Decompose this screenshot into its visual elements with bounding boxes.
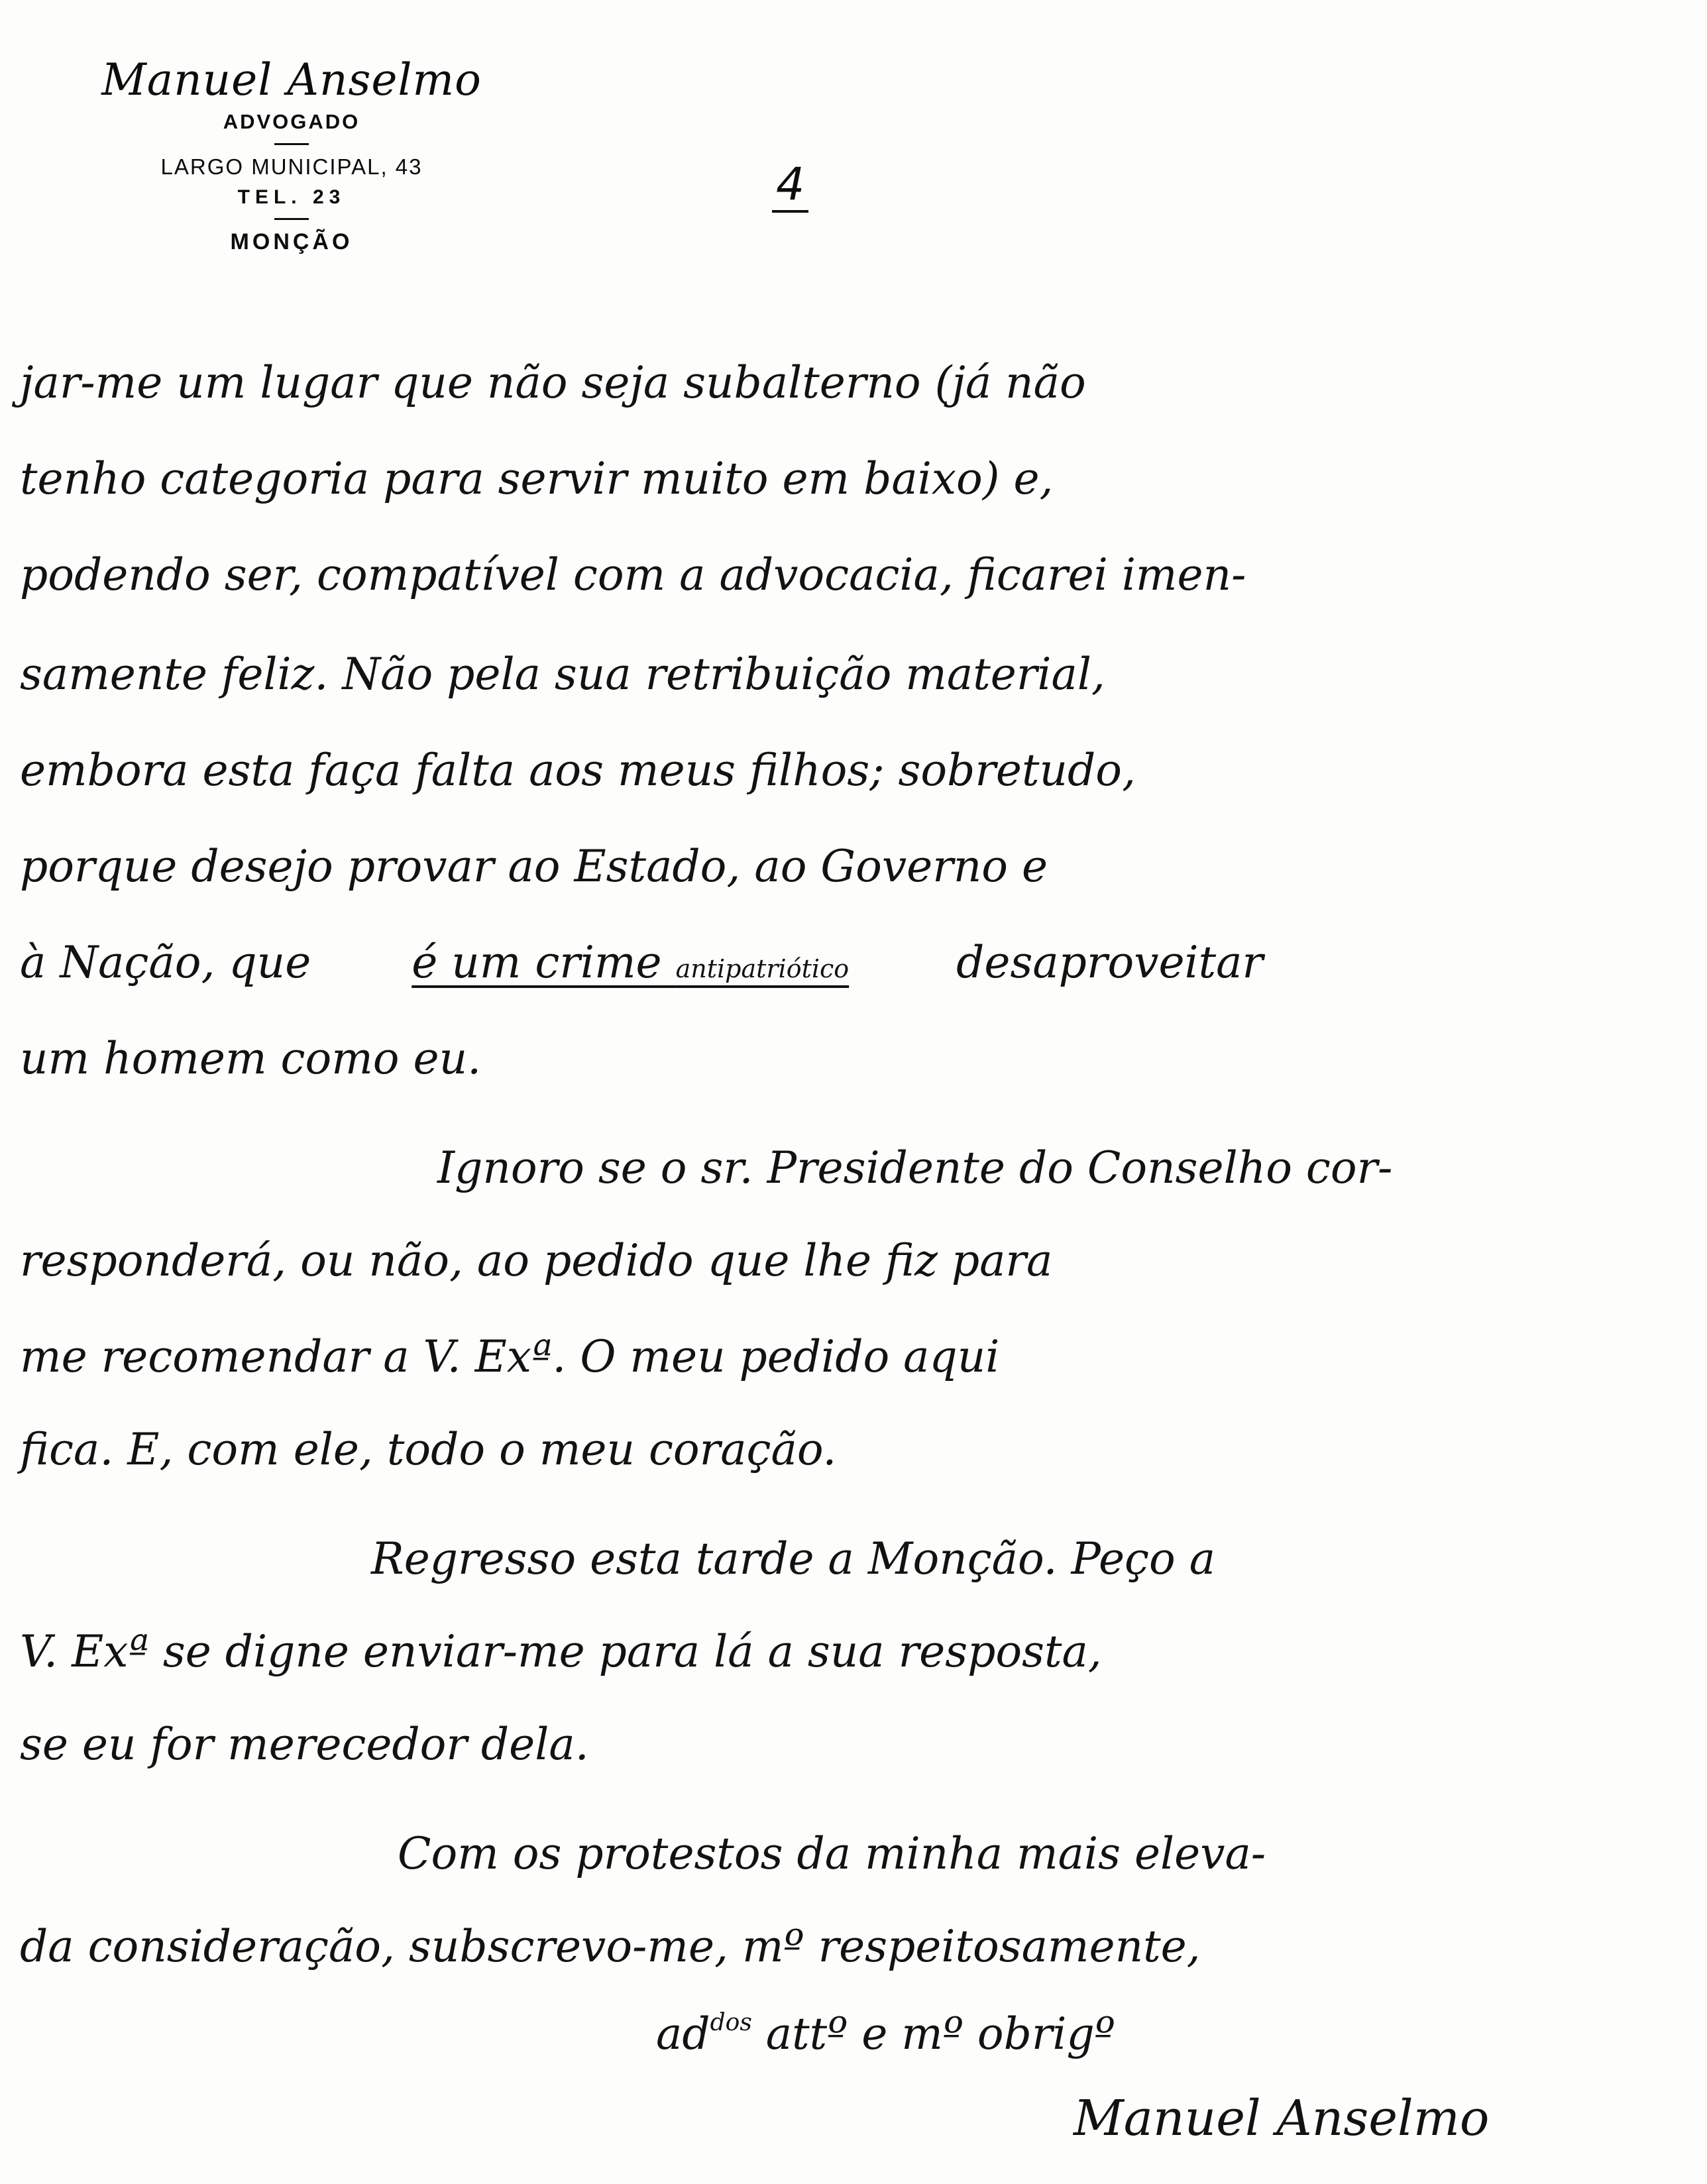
body-line: se eu for merecedor dela.: [20, 1719, 589, 1770]
underlined-phrase: é um crime antipatriótico: [412, 937, 850, 988]
body-line: tenho categoria para servir muito em baixo) e,: [20, 453, 1054, 504]
body-line: samente feliz. Não pela sua retribuição material,: [20, 649, 1105, 700]
body-line: jar-me um lugar que não seja subalterno (já não: [20, 357, 1086, 408]
body-line: V. Exª se digne enviar-me para lá a sua resposta,: [20, 1626, 1102, 1677]
closing-line: $ad^{dos}$ attº e mº obrigº: [656, 2008, 1115, 2059]
body-line: Regresso esta tarde a Monção. Peço a: [371, 1533, 1216, 1584]
letterhead-name: Manuel Anselmo: [101, 54, 482, 105]
body-text: à Nação, que: [20, 937, 311, 988]
body-line: da consideração, subscrevo-me, mº respeitosamente,: [20, 1921, 1201, 1972]
signature: Manuel Anselmo: [1074, 2090, 1490, 2147]
body-line: me recomendar a V. Exª. O meu pedido aqui: [20, 1331, 1000, 1382]
body-line: Ignoro se o sr. Presidente do Conselho cor-: [437, 1142, 1393, 1193]
page-number: 4: [772, 162, 808, 213]
letterhead-address: LARGO MUNICIPAL, 43: [160, 154, 423, 179]
body-line: [20, 937, 1264, 988]
letterhead-divider: [274, 218, 309, 220]
letterhead-divider: [274, 143, 309, 145]
body-line: podendo ser, compatível com a advocacia, ficarei imen-: [20, 549, 1246, 600]
body-line: fica. E, com ele, todo o meu coração.: [20, 1424, 837, 1475]
letterhead: [80, 56, 504, 255]
letterhead-phone: TEL. 23: [237, 186, 346, 208]
body-line: embora esta faça falta aos meus filhos; sobretudo,: [20, 745, 1136, 796]
body-line: porque desejo provar ao Estado, ao Governo e: [20, 841, 1048, 892]
body-text: desaproveitar: [956, 937, 1264, 988]
letterhead-city: MONÇÃO: [230, 229, 353, 254]
body-line: responderá, ou não, ao pedido que lhe fiz para: [20, 1235, 1053, 1286]
body-line: um homem como eu.: [20, 1033, 482, 1084]
letterhead-profession: ADVOGADO: [223, 109, 360, 133]
body-line: Com os protestos da minha mais eleva-: [398, 1828, 1266, 1879]
